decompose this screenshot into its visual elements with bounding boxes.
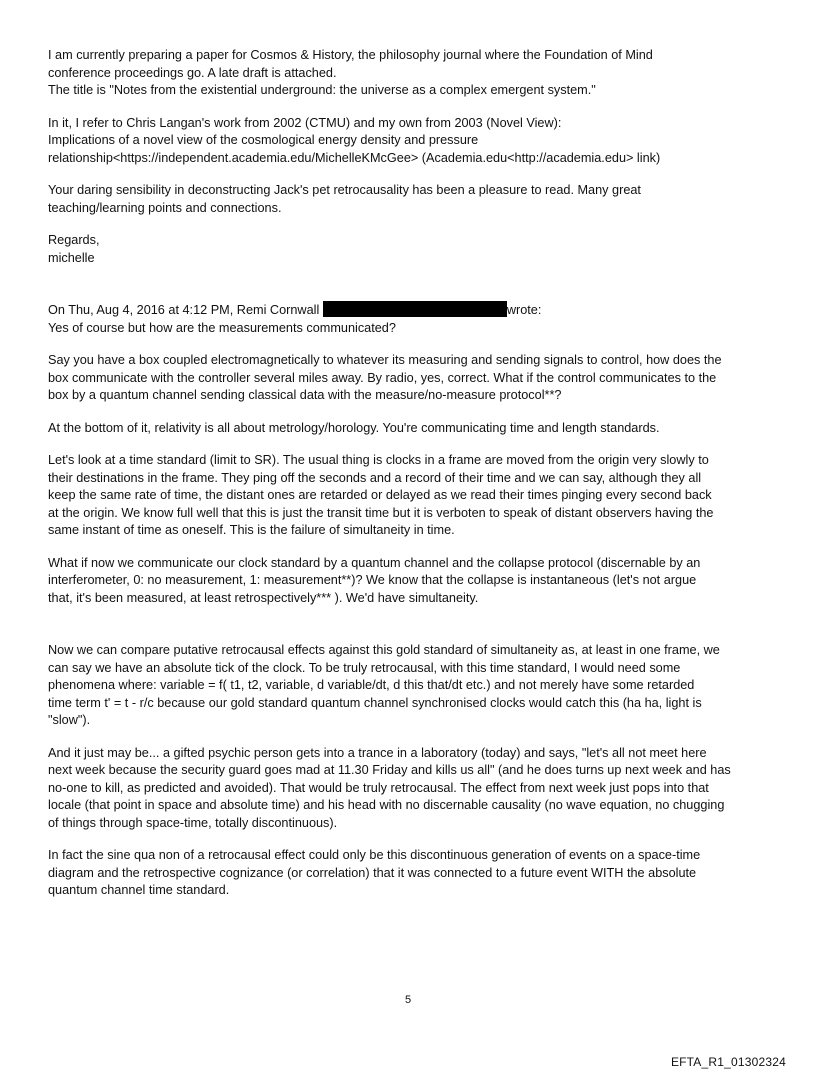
text-line: their destinations in the frame. They ping off the seconds and a record of their time and we can say, although they all (48, 470, 702, 485)
quoted-header (48, 301, 772, 337)
metrology-paragraph (48, 420, 772, 438)
text-line: And it just may be... a gifted psychic person gets into a trance in a laboratory (today) and says, "let's all not meet here (48, 745, 707, 760)
text-line: In it, I refer to Chris Langan's work from 2002 (CTMU) and my own from 2003 (Novel View): (48, 115, 562, 130)
text-line: time term t' = t - r/c because our gold standard quantum channel synchronised clocks would catch this (ha ha, light is (48, 695, 702, 710)
text-line: of things through space-time, totally discontinuous). (48, 815, 338, 830)
psychic-paragraph (48, 745, 772, 833)
text-line: interferometer, 0: no measurement, 1: measurement**)? We know that the collapse is instantaneous (let's not argue (48, 573, 697, 587)
text-line: locale (that point in space and absolute time) and his head with no discernable causality (no wave equation, no chugging (48, 798, 725, 812)
document-id-footer: EFTA_R1_01302324 (670, 1055, 786, 1069)
text-line: At the bottom of it, relativity is all about metrology/horology. You're communicating time and length standards. (48, 420, 660, 435)
redaction-block (323, 301, 507, 317)
text-line: box by a quantum channel sending classical data with the measure/no-measure protocol**? (48, 388, 562, 402)
quoted-header-prefix: On Thu, Aug 4, 2016 at 4:12 PM, Remi Cornwall (48, 303, 320, 317)
page-number: 5 (404, 994, 412, 1006)
intro-paragraph (48, 47, 772, 100)
gold-standard-paragraph (48, 642, 772, 730)
text-line: conference proceedings go. A late draft is attached. (48, 65, 337, 80)
text-line: relationship<https://independent.academia.edu/MichelleKMcGee> (Academia.edu<http://academia.edu> link) (48, 150, 661, 165)
signoff (48, 232, 772, 267)
text-line: phenomena where: variable = f( t1, t2, variable, d variable/dt, d this that/dt etc.) and not merely have some retarded (48, 678, 695, 692)
text-line: at the origin. We know full well that this is just the transit time but it is verboten to speak of distant observers having the (48, 505, 714, 520)
text-line: box communicate with the controller several miles away. By radio, yes, correct. What if the control communicates to the (48, 370, 717, 385)
box-paragraph (48, 352, 772, 405)
text-line: Now we can compare putative retrocausal effects against this gold standard of simultaneity as, at least in one frame, we (48, 643, 720, 657)
text-line: keep the same rate of time, the distant ones are retarded or delayed as we read their times pinging every second back (48, 488, 712, 502)
text-line: Yes of course but how are the measurements communicated? (48, 320, 396, 335)
text-line: Your daring sensibility in deconstructing Jack's pet retrocausality has been a pleasure to read. Many great (48, 183, 641, 197)
quoted-header-line (48, 301, 772, 320)
text-line: In fact the sine qua non of a retrocausal effect could only be this discontinuous generation of events on a space-time (48, 848, 701, 862)
signoff-regards: Regards, (48, 233, 100, 247)
text-line: quantum channel time standard. (48, 883, 230, 897)
text-line: that, it's been measured, at least retrospectively*** ). We'd have simultaneity. (48, 590, 479, 605)
text-line: teaching/learning points and connections. (48, 200, 282, 215)
email-body (48, 47, 772, 915)
text-line: next week because the security guard goes mad at 11.30 Friday and kills us all" (and he does turns up next week and has (48, 763, 731, 777)
time-standard-paragraph (48, 452, 772, 540)
text-line: Say you have a box coupled electromagnetically to whatever its measuring and sending signals to control, how does the (48, 353, 722, 367)
references-paragraph (48, 115, 772, 168)
text-line: can say we have an absolute tick of the clock. To be truly retrocausal, with this time standard, I would need some (48, 660, 681, 675)
text-line: diagram and the retrospective cognizance (or correlation) that it was connected to a future event WITH the absolute (48, 865, 697, 880)
text-line: Implications of a novel view of the cosmological energy density and pressure (48, 133, 479, 147)
text-line: same instant of time as oneself. This is the failure of simultaneity in time. (48, 523, 455, 537)
text-line: The title is "Notes from the existential underground: the universe as a complex emergent system." (48, 83, 596, 97)
quoted-header-suffix: wrote: (506, 303, 542, 317)
conclusion-paragraph (48, 847, 772, 900)
praise-paragraph (48, 182, 772, 217)
text-line: "slow"). (48, 713, 91, 727)
signoff-name: michelle (48, 250, 95, 265)
text-line: Let's look at a time standard (limit to SR). The usual thing is clocks in a frame are moved from the origin very slowly to (48, 453, 709, 467)
text-line: What if now we communicate our clock standard by a quantum channel and the collapse protocol (discernable by an (48, 555, 701, 570)
quantum-channel-paragraph (48, 555, 772, 608)
text-line: I am currently preparing a paper for Cosmos & History, the philosophy journal where the Foundation of Mind (48, 48, 653, 62)
text-line: no-one to kill, as predicted and avoided). That would be truly retrocausal. The effect from next week just pops into that (48, 780, 709, 795)
